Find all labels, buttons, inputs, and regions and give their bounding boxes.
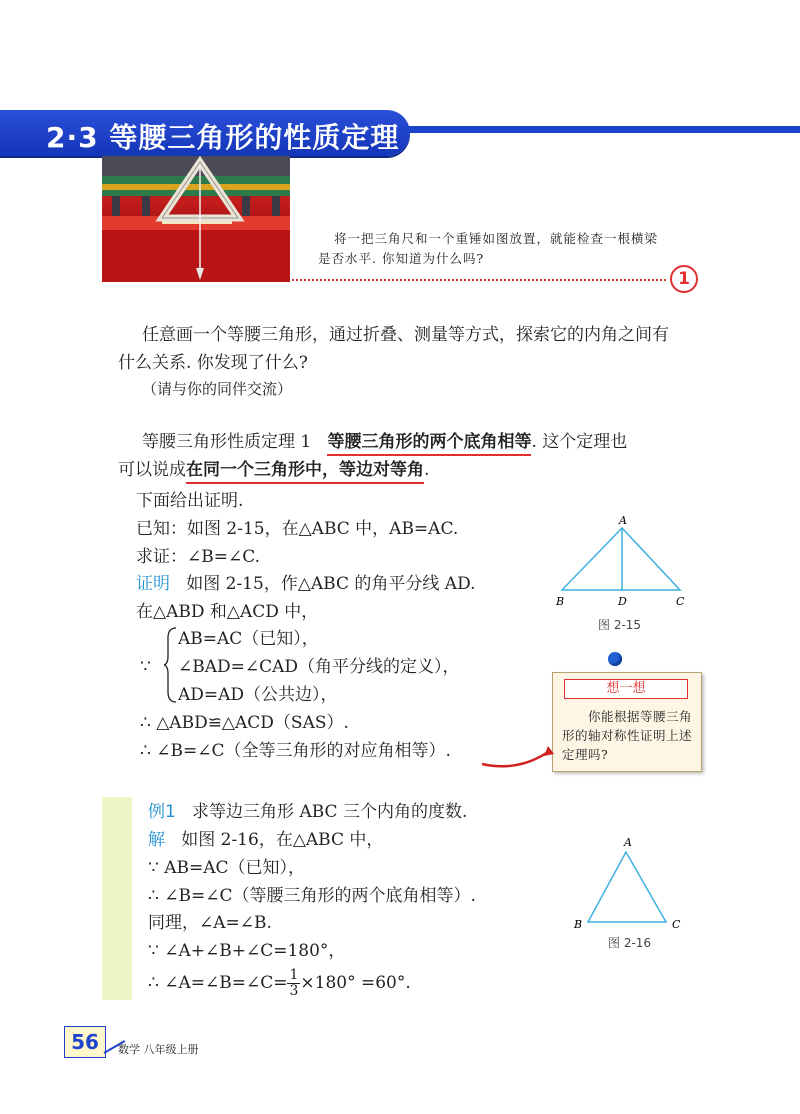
pushpin-icon xyxy=(608,652,622,666)
fig16-label-c: C xyxy=(672,918,681,931)
proof-step2: 在△ABD 和△ACD 中， xyxy=(136,602,319,622)
theorem-restatement: 在同一个三角形中，等边对等角 xyxy=(186,460,424,484)
fraction-denominator: 3 xyxy=(289,983,299,999)
section-title: 2·3 等腰三角形的性质定理 xyxy=(46,121,400,154)
proof-cond1: AB=AC（已知）， xyxy=(178,629,319,649)
fig15-label-d: D xyxy=(618,595,627,608)
solution-l5-suffix: ×180° =60°. xyxy=(300,973,411,993)
book-title: 数学 八年级上册 xyxy=(118,1043,199,1056)
section-marker: 1 xyxy=(670,265,698,293)
solution-l3: 同理，∠A=∠B. xyxy=(148,913,272,933)
figure-2-15 xyxy=(552,512,702,612)
page-number: 56 xyxy=(64,1026,106,1058)
intro-caption-line1: 将一把三角尺和一个重锤如图放置，就能检查一根横梁 xyxy=(334,231,659,246)
set-square-illustration xyxy=(102,156,290,282)
proof-label: 证明 xyxy=(136,574,170,594)
title-rule xyxy=(400,126,800,133)
intro-caption-line2: 是否水平. 你知道为什么吗? xyxy=(318,251,485,266)
proof-cond2: ∠BAD=∠CAD（角平分线的定义）， xyxy=(178,657,460,677)
solution-l1: ∵ AB=AC（已知）， xyxy=(148,858,306,878)
theorem-line2 xyxy=(118,453,429,487)
proof-prove: 求证：∠B=∠C. xyxy=(136,547,261,567)
fig15-label-b: B xyxy=(556,595,565,608)
fig16-caption: 图 2-16 xyxy=(608,936,652,950)
think-text: 你能根据等腰三角形的轴对称性证明上述定理吗? xyxy=(562,709,693,762)
fraction-numerator: 1 xyxy=(289,967,299,983)
example-sidebar xyxy=(102,797,132,1000)
fig15-label-a: A xyxy=(619,514,627,527)
fig15-caption: 图 2-15 xyxy=(598,618,642,632)
example-label: 例1 xyxy=(148,802,176,822)
solution-l4: ∵ ∠A+∠B+∠C=180°， xyxy=(148,941,346,961)
think-title: 想一想 xyxy=(564,679,688,699)
solution-step1: 如图 2-16，在△ABC 中， xyxy=(181,830,384,850)
proof-intro: 下面给出证明. xyxy=(136,491,244,511)
proof-given: 已知：如图 2-15，在△ABC 中，AB=AC. xyxy=(136,519,459,539)
fraction xyxy=(287,968,300,999)
theorem-prefix: 等腰三角形性质定理 1 xyxy=(142,432,312,452)
because-symbol: ∵ xyxy=(140,657,151,677)
left-brace xyxy=(164,626,178,704)
solution-l2: ∴ ∠B=∠C（等腰三角形的两个底角相等）. xyxy=(148,886,476,906)
example-question: 求等边三角形 ABC 三个内角的度数. xyxy=(192,802,468,822)
activity-line3: （请与你的同伴交流） xyxy=(142,380,293,398)
solution-l5-prefix: ∴ ∠A=∠B=∠C= xyxy=(148,973,288,993)
theorem-suffix: . 这个定理也 xyxy=(531,432,628,452)
dotted-divider xyxy=(292,279,666,281)
solution-label: 解 xyxy=(148,830,165,850)
fig15-label-c: C xyxy=(676,595,685,608)
theorem-line2-suffix: . xyxy=(424,460,430,480)
proof-cond3: AD=AD（公共边）， xyxy=(178,685,338,705)
proof-therefore2: ∴ ∠B=∠C（全等三角形的对应角相等）. xyxy=(140,741,451,761)
fig16-label-b: B xyxy=(574,918,583,931)
activity-line1: 任意画一个等腰三角形，通过折叠、测量等方式，探索它的内角之间有 xyxy=(142,325,669,345)
proof-step1: 如图 2-15，作△ABC 的角平分线 AD. xyxy=(186,574,476,594)
activity-line2: 什么关系. 你发现了什么? xyxy=(118,353,308,373)
figure-2-16 xyxy=(572,832,692,932)
solution-l5 xyxy=(148,966,411,1000)
theorem-statement: 等腰三角形的两个底角相等 xyxy=(327,432,531,456)
theorem-line2-prefix: 可以说成 xyxy=(118,460,186,480)
fig16-label-a: A xyxy=(624,836,632,849)
beam-photo xyxy=(102,156,290,282)
proof-therefore1: ∴ △ABD≌△ACD（SAS）. xyxy=(140,713,349,733)
arrow-icon xyxy=(478,742,558,772)
